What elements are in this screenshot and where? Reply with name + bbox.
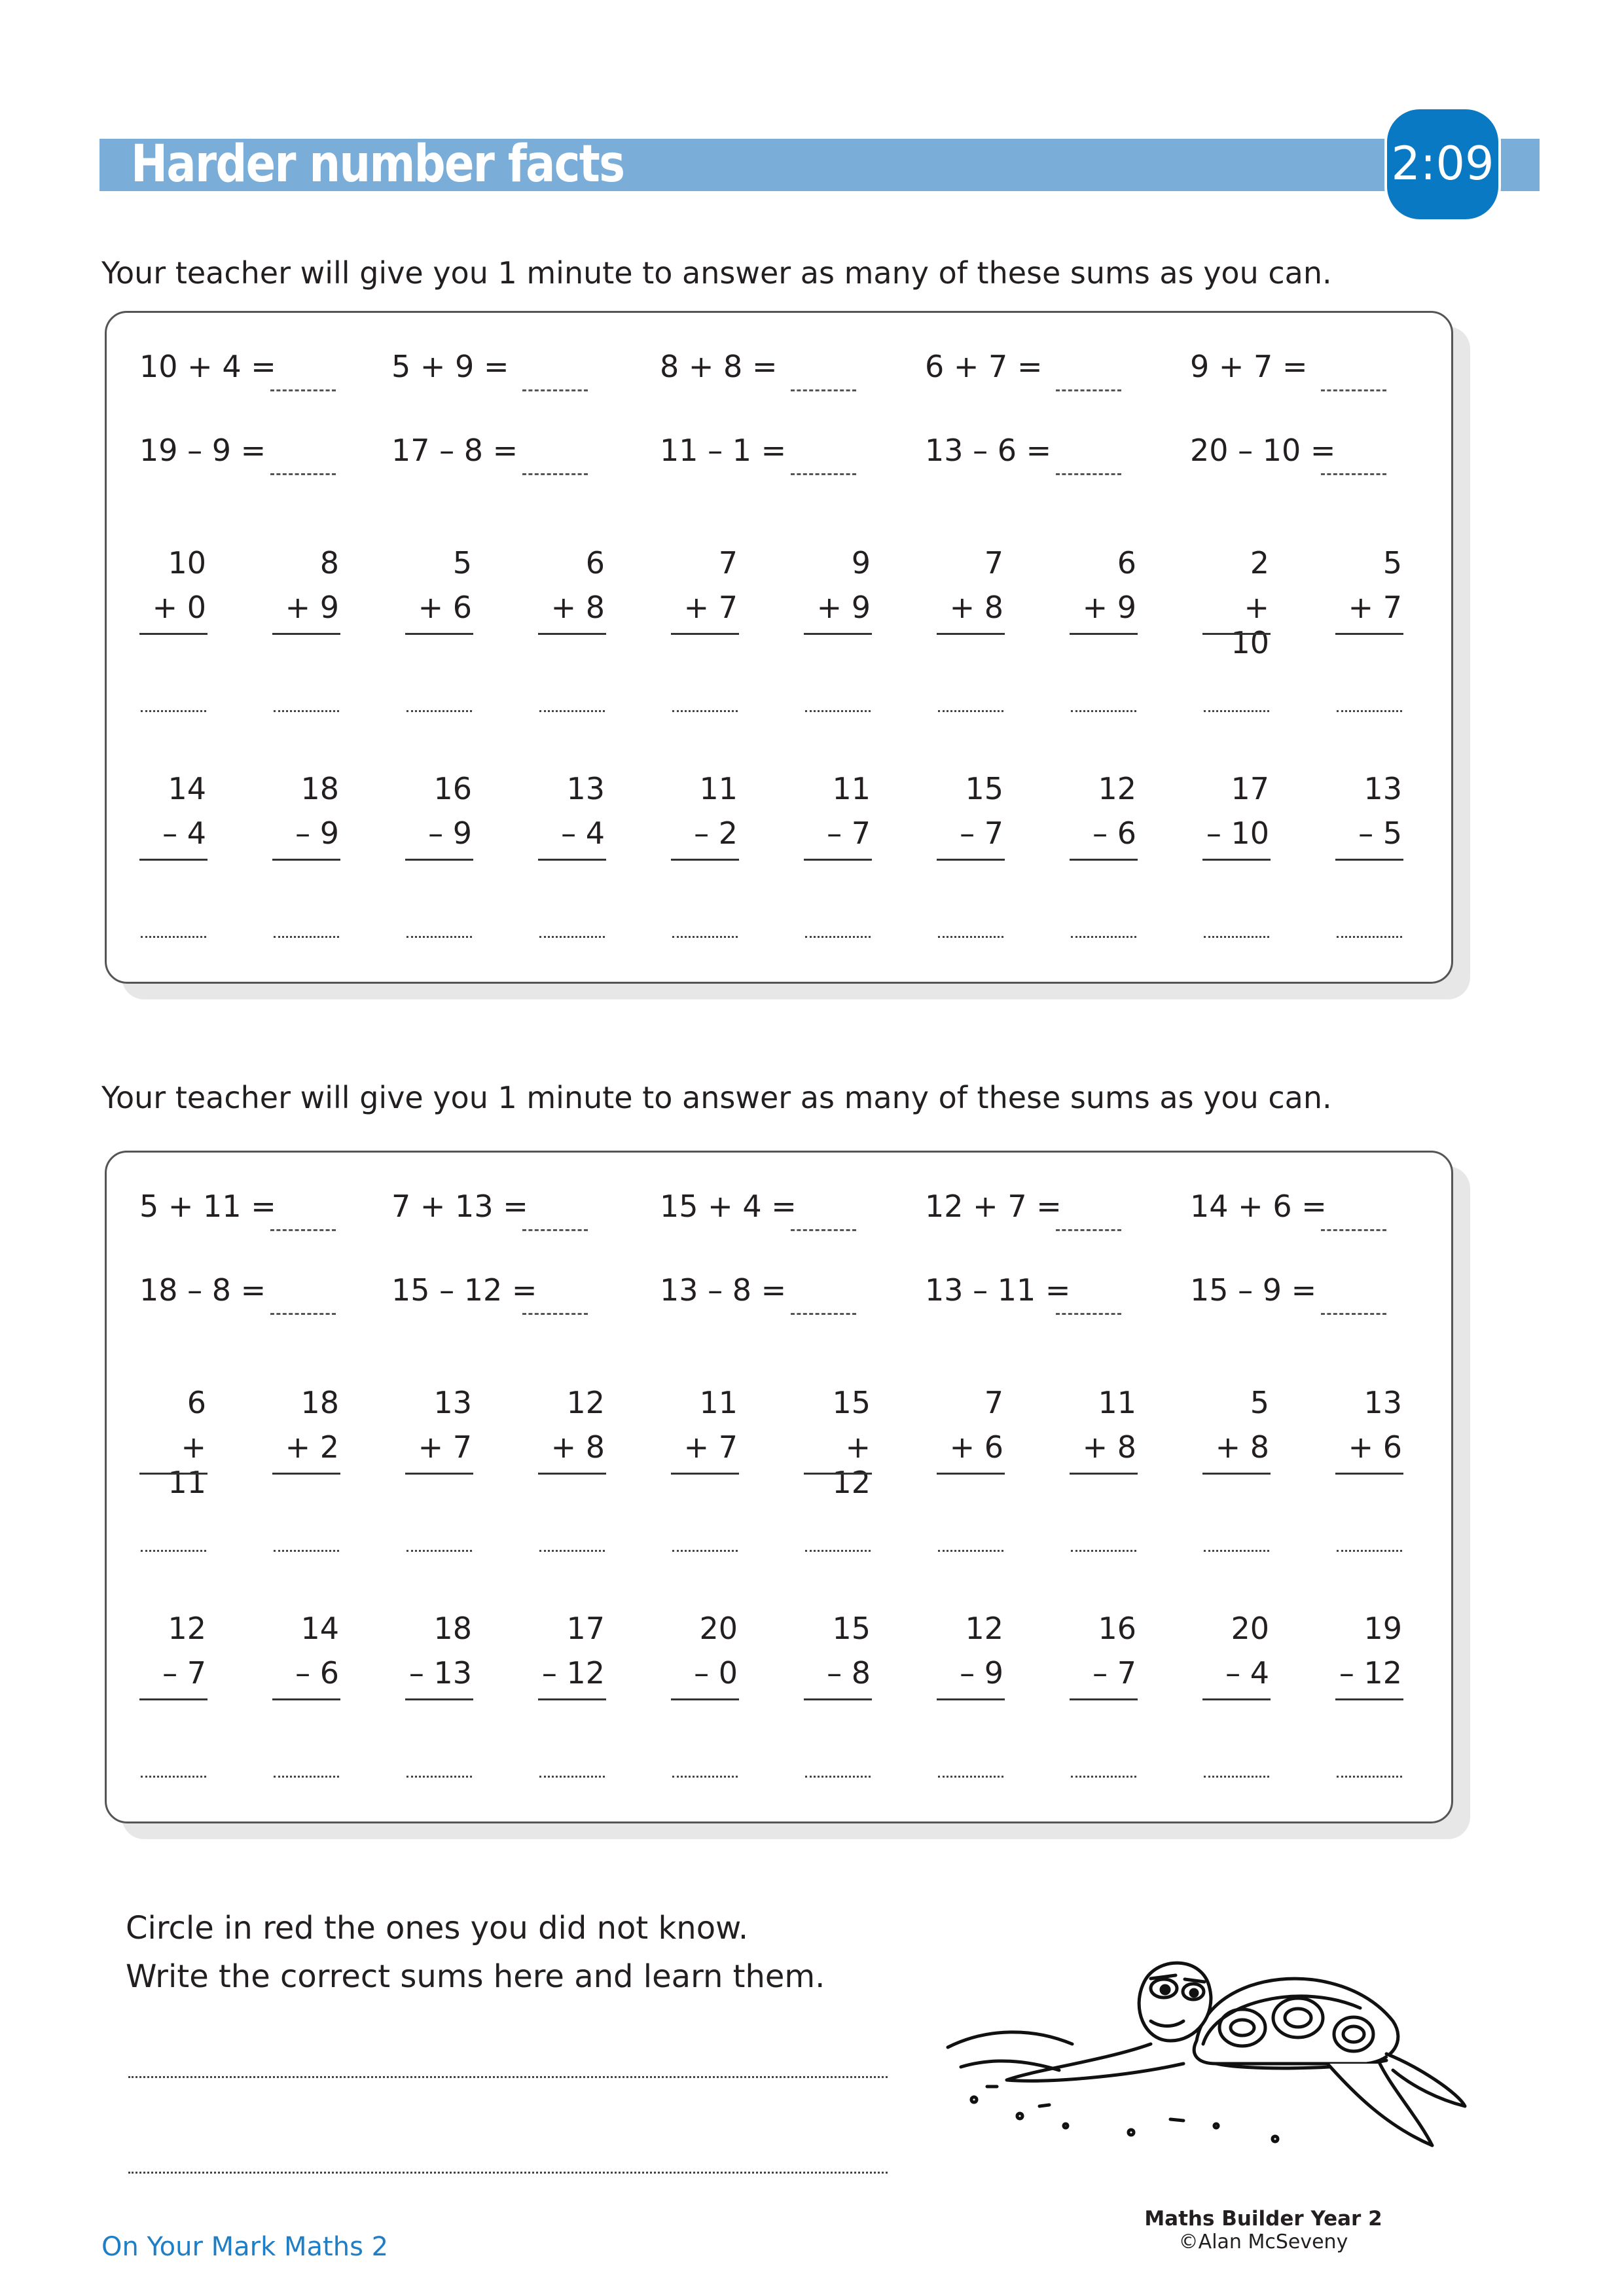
answer-blank[interactable]	[1337, 936, 1402, 938]
top-number: 14	[168, 771, 206, 806]
bottom-number: – 5	[1358, 816, 1402, 851]
bottom-number: + 8	[1082, 1429, 1136, 1465]
answer-blank[interactable]	[1204, 710, 1269, 712]
sum-line	[937, 633, 1005, 635]
top-number: 15	[965, 771, 1003, 806]
answer-blank[interactable]	[1071, 710, 1136, 712]
answer-blank[interactable]	[522, 1229, 588, 1231]
answer-blank[interactable]	[1321, 1229, 1386, 1231]
horizontal-sum: 10 + 4 =	[139, 349, 276, 384]
answer-blank[interactable]	[270, 1229, 336, 1231]
sum-line	[671, 859, 739, 861]
answer-blank[interactable]	[274, 710, 339, 712]
horizontal-sum: 13 – 8 =	[660, 1272, 787, 1308]
footer-credits	[1142, 2207, 1384, 2253]
top-number: 20	[1231, 1611, 1269, 1646]
answer-blank[interactable]	[1056, 473, 1121, 475]
answer-blank[interactable]	[539, 936, 605, 938]
sum-line	[1070, 1473, 1138, 1475]
answer-blank[interactable]	[1337, 710, 1402, 712]
bottom-number: – 9	[295, 816, 339, 851]
answer-blank[interactable]	[1204, 1776, 1269, 1778]
horizontal-sum: 17 – 8 =	[391, 433, 518, 468]
top-number: 14	[300, 1611, 339, 1646]
top-number: 19	[1363, 1611, 1402, 1646]
sum-line	[139, 1698, 208, 1700]
sum-line	[405, 633, 473, 635]
sum-line	[272, 633, 340, 635]
bottom-number: – 7	[162, 1655, 206, 1691]
bottom-number: – 7	[960, 816, 1003, 851]
top-number: 10	[168, 545, 206, 581]
sum-line	[1070, 633, 1138, 635]
bottom-number: – 12	[541, 1655, 605, 1691]
top-number: 7	[984, 545, 1003, 581]
bottom-number: – 9	[960, 1655, 1003, 1691]
sum-line	[1335, 859, 1403, 861]
write-line-1[interactable]	[128, 2076, 888, 2078]
sum-line	[1202, 1698, 1271, 1700]
sums-panel-2	[105, 1151, 1453, 1823]
answer-blank[interactable]	[539, 710, 605, 712]
answer-blank[interactable]	[1056, 1313, 1121, 1315]
bottom-number: – 8	[827, 1655, 871, 1691]
top-number: 13	[433, 1385, 472, 1420]
horizontal-sum: 15 – 12 =	[391, 1272, 537, 1308]
answer-blank[interactable]	[1337, 1550, 1402, 1552]
answer-blank[interactable]	[1337, 1776, 1402, 1778]
top-number: 7	[718, 545, 738, 581]
answer-blank[interactable]	[672, 1776, 738, 1778]
answer-blank[interactable]	[1071, 1776, 1136, 1778]
answer-blank[interactable]	[938, 1550, 1003, 1552]
sum-line	[937, 1698, 1005, 1700]
answer-blank[interactable]	[672, 1550, 738, 1552]
sum-line	[804, 1473, 872, 1475]
top-number: 5	[1382, 545, 1402, 581]
sum-line	[671, 1698, 739, 1700]
answer-blank[interactable]	[805, 936, 871, 938]
sum-line	[272, 1473, 340, 1475]
horizontal-sum: 6 + 7 =	[925, 349, 1043, 384]
top-number: 13	[1363, 1385, 1402, 1420]
bottom-number: + 7	[418, 1429, 472, 1465]
sum-line	[671, 633, 739, 635]
top-number: 12	[566, 1385, 605, 1420]
bottom-number: + 7	[683, 1429, 738, 1465]
footer-book: Maths Builder Year 2	[1144, 2207, 1382, 2231]
turtle-icon	[935, 1929, 1478, 2161]
sum-line	[538, 1698, 606, 1700]
answer-blank[interactable]	[1204, 1550, 1269, 1552]
sum-line	[1202, 1473, 1271, 1475]
sum-line	[804, 1698, 872, 1700]
answer-blank[interactable]	[270, 1313, 336, 1315]
answer-blank[interactable]	[805, 1776, 871, 1778]
sum-line	[272, 859, 340, 861]
horizontal-sum: 8 + 8 =	[660, 349, 778, 384]
top-number: 11	[832, 771, 871, 806]
top-number: 16	[1098, 1611, 1136, 1646]
answer-blank[interactable]	[938, 710, 1003, 712]
top-number: 13	[566, 771, 605, 806]
bottom-number: + 6	[1348, 1429, 1402, 1465]
top-number: 13	[1363, 771, 1402, 806]
answer-blank[interactable]	[805, 1550, 871, 1552]
horizontal-sum: 20 – 10 =	[1190, 433, 1336, 468]
bottom-number: + 8	[550, 1429, 605, 1465]
bottom-number: + 9	[816, 590, 871, 625]
bottom-number: + 12	[832, 1429, 871, 1500]
bottom-number: – 4	[561, 816, 605, 851]
write-line-2[interactable]	[128, 2172, 888, 2174]
answer-blank[interactable]	[141, 1550, 206, 1552]
top-number: 8	[319, 545, 339, 581]
note-circle: Circle in red the ones you did not know.	[126, 1910, 749, 1946]
sums-panel-1	[105, 311, 1453, 984]
bottom-number: – 9	[428, 816, 472, 851]
title-bar	[99, 135, 1540, 194]
top-number: 18	[300, 771, 339, 806]
top-number: 5	[452, 545, 472, 581]
answer-blank[interactable]	[522, 1313, 588, 1315]
sum-line	[671, 1473, 739, 1475]
answer-blank[interactable]	[141, 710, 206, 712]
bottom-number: + 11	[168, 1429, 206, 1500]
top-number: 9	[851, 545, 871, 581]
horizontal-sum: 12 + 7 =	[925, 1189, 1062, 1224]
sum-line	[139, 859, 208, 861]
top-number: 12	[168, 1611, 206, 1646]
answer-blank[interactable]	[791, 389, 856, 391]
bottom-number: + 2	[285, 1429, 339, 1465]
answer-blank[interactable]	[1321, 1313, 1386, 1315]
answer-blank[interactable]	[406, 710, 472, 712]
bottom-number: – 7	[1092, 1655, 1136, 1691]
answer-blank[interactable]	[1071, 1550, 1136, 1552]
horizontal-sum: 11 – 1 =	[660, 433, 787, 468]
sum-line	[538, 1473, 606, 1475]
answer-blank[interactable]	[1204, 936, 1269, 938]
bottom-number: – 12	[1339, 1655, 1402, 1691]
bottom-number: + 8	[1215, 1429, 1269, 1465]
sum-line	[139, 633, 208, 635]
sum-line	[937, 859, 1005, 861]
bottom-number: + 6	[949, 1429, 1003, 1465]
bottom-number: – 0	[694, 1655, 738, 1691]
horizontal-sum: 13 – 6 =	[925, 433, 1052, 468]
answer-blank[interactable]	[270, 389, 336, 391]
footer-series: On Your Mark Maths 2	[101, 2232, 389, 2262]
top-number: 12	[965, 1611, 1003, 1646]
answer-blank[interactable]	[791, 1229, 856, 1231]
bottom-number: + 6	[418, 590, 472, 625]
answer-blank[interactable]	[539, 1776, 605, 1778]
answer-blank[interactable]	[791, 1313, 856, 1315]
top-number: 5	[1250, 1385, 1269, 1420]
bottom-number: – 6	[295, 1655, 339, 1691]
sum-line	[1335, 1473, 1403, 1475]
time-badge	[1384, 107, 1501, 222]
top-number: 18	[433, 1611, 472, 1646]
bottom-number: + 10	[1231, 590, 1269, 660]
top-number: 15	[832, 1611, 871, 1646]
horizontal-sum: 15 + 4 =	[660, 1189, 797, 1224]
top-number: 20	[699, 1611, 738, 1646]
answer-blank[interactable]	[938, 936, 1003, 938]
sum-line	[804, 859, 872, 861]
sum-line	[405, 1473, 473, 1475]
sum-line	[272, 1698, 340, 1700]
sum-line	[139, 1473, 208, 1475]
horizontal-sum: 5 + 9 =	[391, 349, 509, 384]
bottom-number: – 4	[162, 816, 206, 851]
answer-blank[interactable]	[141, 936, 206, 938]
top-number: 6	[1117, 545, 1136, 581]
answer-blank[interactable]	[270, 473, 336, 475]
top-number: 18	[300, 1385, 339, 1420]
bottom-number: + 0	[152, 590, 206, 625]
bottom-number: – 13	[408, 1655, 472, 1691]
sum-line	[405, 859, 473, 861]
top-number: 16	[433, 771, 472, 806]
answer-blank[interactable]	[805, 710, 871, 712]
bottom-number: + 9	[1082, 590, 1136, 625]
bottom-number: – 4	[1225, 1655, 1269, 1691]
sum-line	[804, 633, 872, 635]
top-number: 17	[1231, 771, 1269, 806]
answer-blank[interactable]	[672, 936, 738, 938]
bottom-number: – 10	[1206, 816, 1269, 851]
answer-blank[interactable]	[1056, 389, 1121, 391]
bottom-number: + 8	[550, 590, 605, 625]
sum-line	[1070, 859, 1138, 861]
horizontal-sum: 5 + 11 =	[139, 1189, 276, 1224]
bottom-number: + 7	[1348, 590, 1402, 625]
answer-blank[interactable]	[522, 473, 588, 475]
top-number: 7	[984, 1385, 1003, 1420]
instruction-2: Your teacher will give you 1 minute to answer as many of these sums as you can.	[101, 1080, 1332, 1115]
sum-line	[1202, 859, 1271, 861]
time-label: 2:09	[1391, 137, 1494, 190]
horizontal-sum: 7 + 13 =	[391, 1189, 528, 1224]
horizontal-sum: 15 – 9 =	[1190, 1272, 1317, 1308]
horizontal-sum: 18 – 8 =	[139, 1272, 266, 1308]
top-number: 17	[566, 1611, 605, 1646]
page-title: Harder number facts	[131, 135, 624, 194]
answer-blank[interactable]	[274, 936, 339, 938]
answer-blank[interactable]	[406, 936, 472, 938]
answer-blank[interactable]	[141, 1776, 206, 1778]
answer-blank[interactable]	[522, 389, 588, 391]
answer-blank[interactable]	[791, 473, 856, 475]
answer-blank[interactable]	[274, 1550, 339, 1552]
top-number: 11	[1098, 1385, 1136, 1420]
instruction-1: Your teacher will give you 1 minute to answer as many of these sums as you can.	[101, 255, 1332, 291]
horizontal-sum: 19 – 9 =	[139, 433, 266, 468]
bottom-number: – 6	[1092, 816, 1136, 851]
horizontal-sum: 9 + 7 =	[1190, 349, 1308, 384]
sum-line	[1070, 1698, 1138, 1700]
footer-copyright: ©Alan McSeveny	[1178, 2231, 1348, 2253]
answer-blank[interactable]	[938, 1776, 1003, 1778]
answer-blank[interactable]	[406, 1550, 472, 1552]
answer-blank[interactable]	[672, 710, 738, 712]
sum-line	[405, 1698, 473, 1700]
answer-blank[interactable]	[274, 1776, 339, 1778]
sum-line	[1202, 633, 1271, 635]
top-number: 6	[187, 1385, 206, 1420]
top-number: 11	[699, 1385, 738, 1420]
bottom-number: + 7	[683, 590, 738, 625]
sum-line	[1335, 633, 1403, 635]
horizontal-sum: 13 – 11 =	[925, 1272, 1071, 1308]
top-number: 15	[832, 1385, 871, 1420]
answer-blank[interactable]	[1321, 389, 1386, 391]
answer-blank[interactable]	[406, 1776, 472, 1778]
sum-line	[1335, 1698, 1403, 1700]
top-number: 6	[585, 545, 605, 581]
sum-line	[538, 859, 606, 861]
top-number: 12	[1098, 771, 1136, 806]
answer-blank[interactable]	[1071, 936, 1136, 938]
answer-blank[interactable]	[1056, 1229, 1121, 1231]
bottom-number: + 9	[285, 590, 339, 625]
horizontal-sum: 14 + 6 =	[1190, 1189, 1327, 1224]
bottom-number: – 2	[694, 816, 738, 851]
bottom-number: + 8	[949, 590, 1003, 625]
answer-blank[interactable]	[539, 1550, 605, 1552]
note-write: Write the correct sums here and learn them.	[126, 1958, 825, 1995]
sum-line	[538, 633, 606, 635]
bottom-number: – 7	[827, 816, 871, 851]
top-number: 11	[699, 771, 738, 806]
sum-line	[937, 1473, 1005, 1475]
top-number: 2	[1250, 545, 1269, 581]
answer-blank[interactable]	[1321, 473, 1386, 475]
